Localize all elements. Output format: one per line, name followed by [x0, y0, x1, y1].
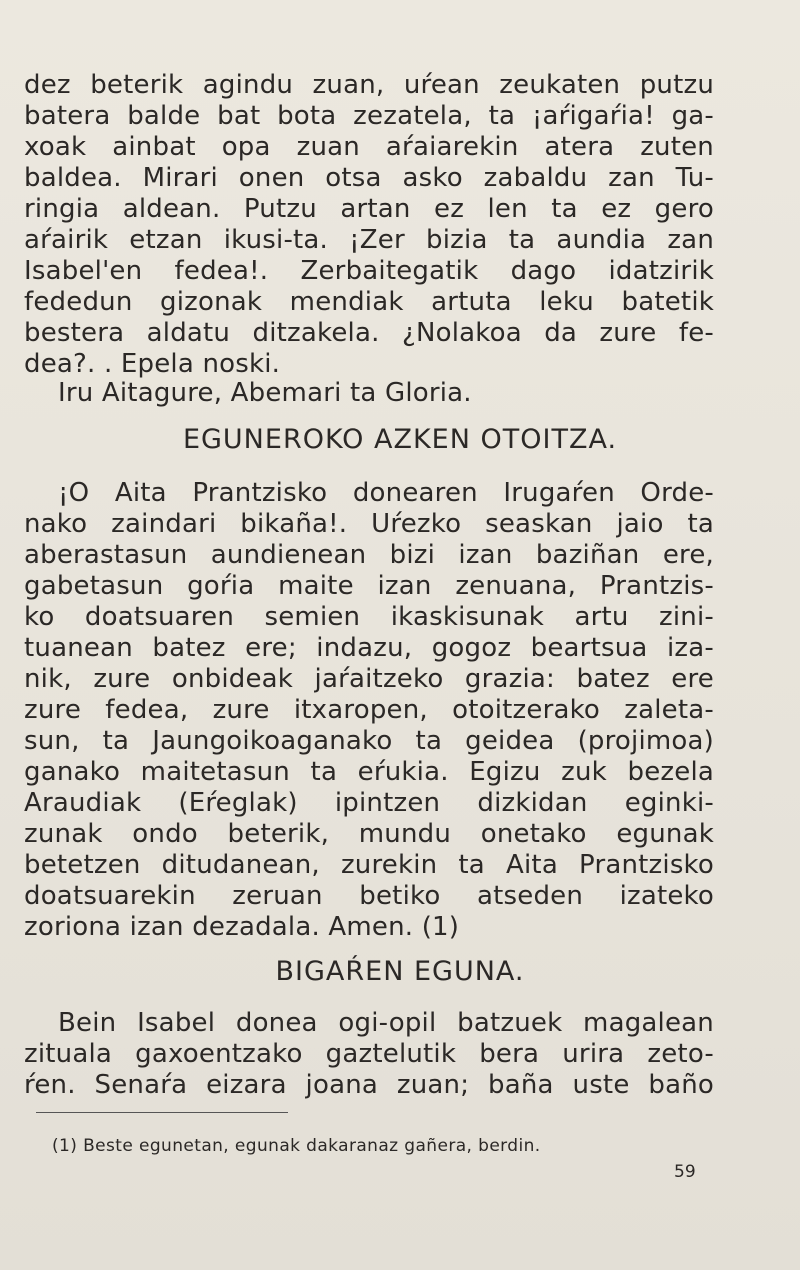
- text-line: zure fedea, zure itxaropen, otoitzerako zaleta-: [24, 695, 714, 725]
- text-line: fededun gizonak mendiak artuta leku batetik: [24, 287, 714, 317]
- text-line: bestera aldatu ditzakela. ¿Nolakoa da zure fe-: [24, 318, 714, 348]
- footnote: (1) Beste egunetan, egunak dakaranaz gañera, berdin.: [52, 1136, 541, 1156]
- text-line: dez beterik agindu zuan, uŕean zeukaten putzu: [24, 70, 714, 100]
- text-line: Iru Aitagure, Abemari ta Gloria.: [58, 378, 472, 408]
- text-line: batera balde bat bota zezatela, ta ¡aŕigaŕia! ga-: [24, 101, 714, 131]
- text-line: zituala gaxoentzako gaztelutik bera urira zeto-: [24, 1039, 714, 1069]
- text-line: sun, ta Jaungoikoaganako ta geidea (projimoa): [24, 726, 714, 756]
- text-line: doatsuarekin zeruan betiko atseden izateko: [24, 881, 714, 911]
- section-heading: BIGAŔEN EGUNA.: [275, 956, 525, 987]
- text-line: ganako maitetasun ta eŕukia. Egizu zuk bezela: [24, 757, 714, 787]
- text-line: aberastasun aundienean bizi izan baziñan ere,: [24, 540, 714, 570]
- text-line: aŕairik etzan ikusi-ta. ¡Zer bizia ta aundia zan: [24, 225, 714, 255]
- section-heading: EGUNEROKO AZKEN OTOITZA.: [182, 424, 618, 455]
- text-line: ¡O Aita Prantzisko donearen Irugaŕen Orde-: [58, 478, 714, 508]
- text-line: Isabel'en fedea!. Zerbaitegatik dago idatzirik: [24, 256, 714, 286]
- text-line: ŕen. Senaŕa eizara joana zuan; baña uste baño: [24, 1070, 714, 1100]
- text-line: ringia aldean. Putzu artan ez len ta ez gero: [24, 194, 714, 224]
- text-line: tuanean batez ere; indazu, gogoz beartsua iza-: [24, 633, 714, 663]
- footnote-divider: [36, 1112, 288, 1113]
- text-line: xoak ainbat opa zuan aŕaiarekin atera zuten: [24, 132, 714, 162]
- text-line: nako zaindari bikaña!. Uŕezko seaskan jaio ta: [24, 509, 714, 539]
- text-line: ko doatsuaren semien ikaskisunak artu zini-: [24, 602, 714, 632]
- text-line: betetzen ditudanean, zurekin ta Aita Prantzisko: [24, 850, 714, 880]
- text-line: dea?. . Epela noski.: [24, 349, 281, 379]
- page-number: 59: [674, 1162, 696, 1182]
- text-line: baldea. Mirari onen otsa asko zabaldu zan Tu-: [24, 163, 714, 193]
- text-line: Araudiak (Eŕeglak) ipintzen dizkidan eginki-: [24, 788, 714, 818]
- text-line: Bein Isabel donea ogi-opil batzuek magalean: [58, 1008, 714, 1038]
- text-line: gabetasun goŕia maite izan zenuana, Prantzis-: [24, 571, 714, 601]
- text-line: nik, zure onbideak jaŕaitzeko grazia: batez ere: [24, 664, 714, 694]
- text-line: zunak ondo beterik, mundu onetako egunak: [24, 819, 714, 849]
- text-line: zoriona izan dezadala. Amen. (1): [24, 912, 460, 942]
